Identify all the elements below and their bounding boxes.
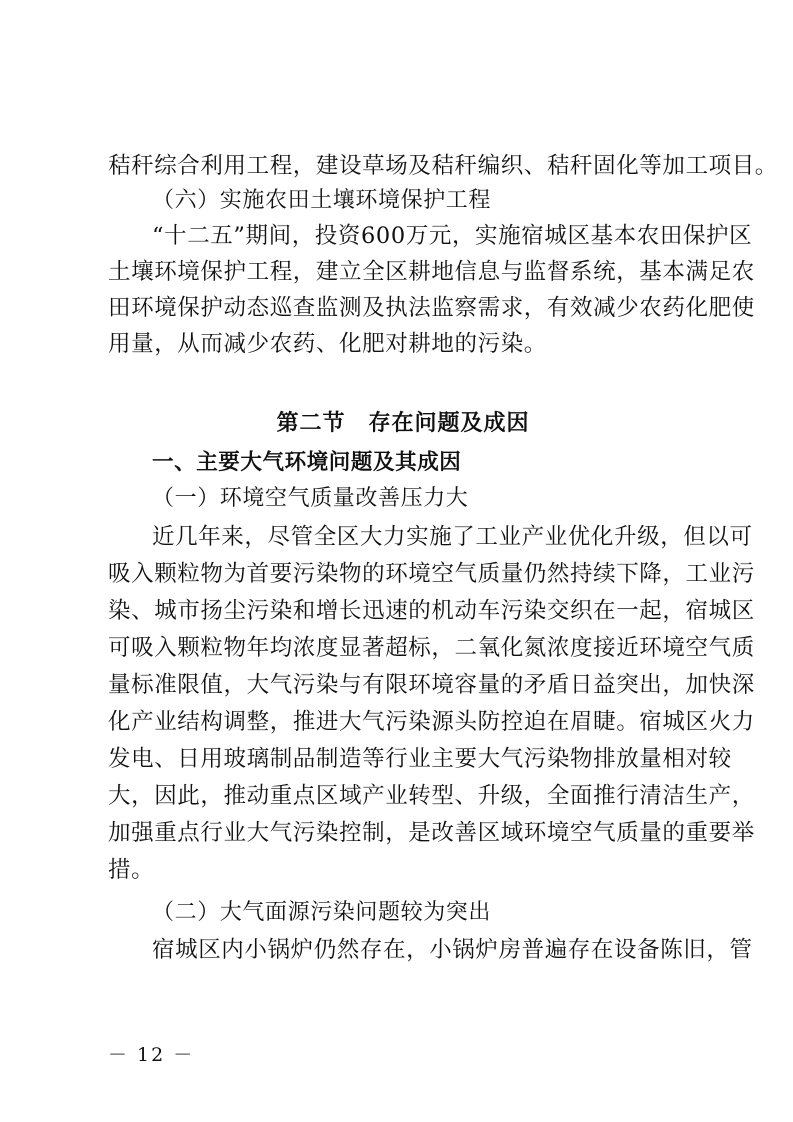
section-heading: （六）实施农田土壤环境保护工程: [152, 188, 492, 213]
paragraph-line: 吸入颗粒物为首要污染物的环境空气质量仍然持续下降，工业污: [108, 561, 755, 587]
chapter-section-title: 第二节 存在问题及成因: [276, 411, 530, 436]
paragraph-line: 用量，从而减少农药、化肥对耕地的污染。: [108, 331, 547, 357]
paragraph-line: 田环境保护动态巡查监测及执法监察需求，有效减少农药化肥使: [108, 295, 755, 321]
paragraph-line: 量标准限值，大气污染与有限环境容量的矛盾日益突出，加快深: [108, 672, 755, 698]
paragraph-line: 大，因此，推动重点区域产业转型、升级，全面推行清洁生产，: [108, 783, 755, 809]
paragraph-line: 染、城市扬尘污染和增长迅速的机动车污染交织在一起，宿城区: [108, 598, 755, 624]
page-number: － 12 －: [108, 1044, 195, 1066]
paragraph-line: 发电、日用玻璃制品制造等行业主要大气污染物排放量相对较: [108, 746, 732, 772]
paragraph-line: 近几年来，尽管全区大力实施了工业产业优化升级，但以可: [152, 524, 753, 550]
paragraph-line: 秸秆综合利用工程，建设草场及秸秆编织、秸秆固化等加工项目。: [108, 153, 778, 179]
paragraph-line: 宿城区内小锅炉仍然存在，小锅炉房普遍存在设备陈旧，管: [152, 937, 753, 963]
section-heading: （二）大气面源污染问题较为突出: [152, 900, 492, 925]
subsection-heading: 一、主要大气环境问题及其成因: [152, 450, 462, 475]
paragraph-line: 加强重点行业大气污染控制，是改善区域环境空气质量的重要举: [108, 820, 755, 846]
paragraph-line: 可吸入颗粒物年均浓度显著超标，二氧化氮浓度接近环境空气质: [108, 635, 755, 661]
paragraph-line: 化产业结构调整，推进大气污染源头防控迫在眉睫。宿城区火力: [108, 709, 755, 735]
section-heading: （一）环境空气质量改善压力大: [152, 486, 469, 511]
paragraph-line: 措。: [108, 857, 155, 883]
paragraph-line: 土壤环境保护工程，建立全区耕地信息与监督系统，基本满足农: [108, 259, 755, 285]
paragraph-line: “十二五”期间，投资600万元，实施宿城区基本农田保护区: [152, 223, 753, 249]
